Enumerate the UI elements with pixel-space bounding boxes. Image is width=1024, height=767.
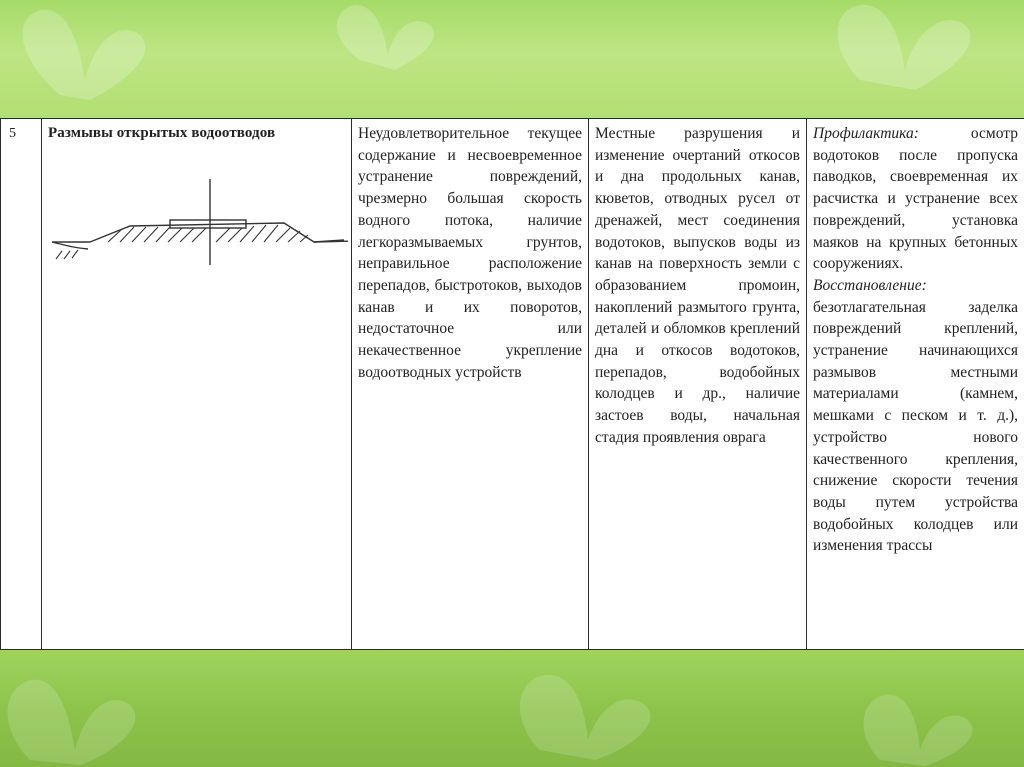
bottom-decor-band [0, 650, 1024, 767]
signs-cell: Местные разрушения и изменение очертаний откосов и дна продольных канав, кюветов, отводных русел от дренажей, мест соединения водотоков, выпусков воды из канав на поверхность земли с образованием промоин, накоплений размытого грунта, деталей и обломков креплений дна и откосов водотоков, перепадов, водобойных колодцев и др., наличие застоев воды, начальная стадия проявления оврага [589, 119, 807, 650]
embankment-cross-section-icon [48, 179, 348, 269]
defect-title: Размывы открытых водоотводов [48, 125, 276, 141]
butterfly-decoration-icon [0, 650, 1024, 767]
defects-table [0, 118, 1024, 650]
causes-cell: Неудовлетворительное текущее содержание и несвоевременное устранение повреждений, чрезмерно большая скорость водного потока, наличие легкоразмываемых грунтов, неправильное расположение перепадов, быстротоков, выходов канав и их поворотов, недостаточное или некачественное укрепление водоотводных устройств [352, 119, 589, 650]
measures-cell [807, 119, 1024, 650]
butterfly-decoration-icon [0, 0, 1024, 118]
restoration-text: безотлагательная заделка повреждений креплений, устранение начинающихся размывов местными материалами (камнем, мешками с песком и т. д.), устройство нового качественного крепления, снижение скорости течения воды путем устройства водобойных колодцев или изменения трассы [813, 298, 1018, 555]
table-grid [0, 118, 1024, 650]
top-decor-band [0, 0, 1024, 118]
defect-cell [42, 119, 352, 650]
cross-section-drawing [48, 179, 345, 276]
prevention-text: осмотр водотоков после пропуска паводков, своевременная их расчистка и устранение всех повреждений, установка маяков на крупных бетонных сооружениях. [813, 125, 1018, 273]
restoration-label: Восстановление: [813, 276, 927, 294]
table-row [1, 119, 1024, 650]
prevention-label: Профилактика: [813, 125, 919, 142]
row-number: 5 [1, 119, 42, 650]
